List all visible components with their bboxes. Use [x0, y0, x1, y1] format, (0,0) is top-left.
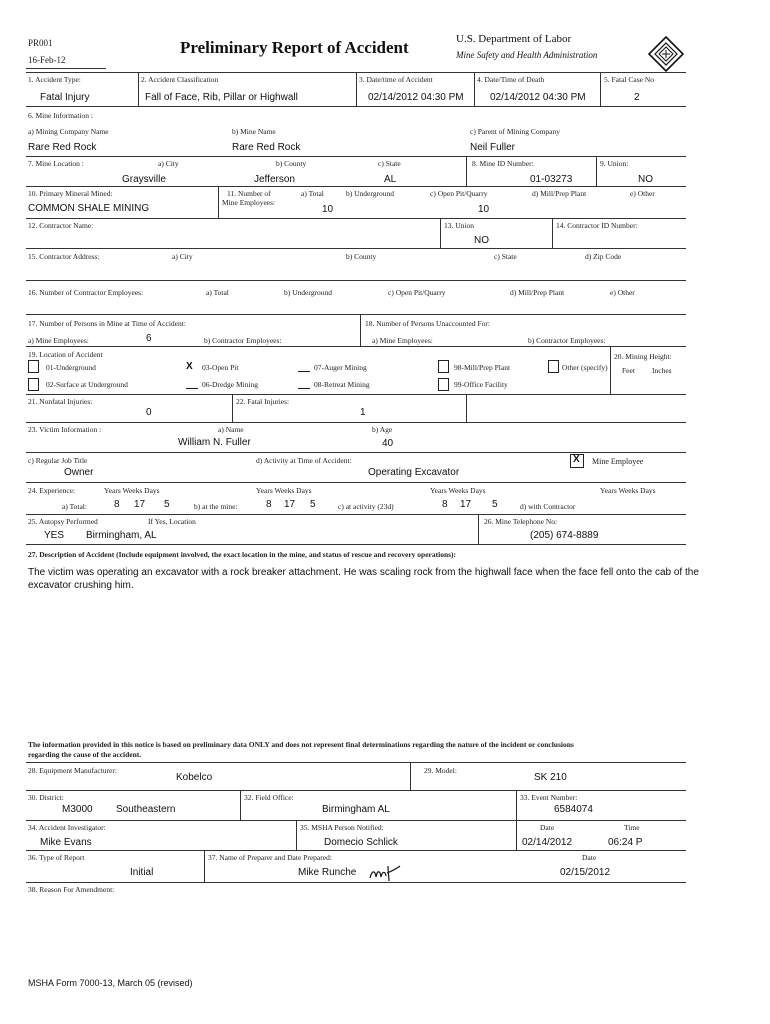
- investigator-label: 34. Accident Investigator:: [28, 823, 106, 832]
- investigator-value: Mike Evans: [40, 837, 92, 848]
- contractor-mill-label: d) Mill/Prep Plant: [510, 288, 565, 297]
- event-number-value: 6584074: [554, 804, 593, 815]
- exp-activity-years: 8: [442, 499, 448, 510]
- contractor-state-label: c) State: [494, 252, 517, 261]
- mine-phone-value: (205) 674-8889: [530, 530, 599, 541]
- preparer-label: 37. Name of Preparer and Date Prepared:: [208, 853, 332, 862]
- contractor-underground-label: b) Underground: [284, 288, 332, 297]
- form-date: 16-Feb-12: [28, 55, 66, 65]
- retreat-option: 08-Retreat Mining: [314, 380, 370, 389]
- state-value: AL: [384, 174, 397, 185]
- mine-name-label: b) Mine Name: [232, 127, 276, 136]
- nonfatal-injuries-label: 21. Nonfatal Injuries:: [28, 397, 93, 406]
- persons-unaccounted-label: 18. Number of Persons Unaccounted For:: [365, 319, 490, 328]
- num-employees-label: 11. Number of: [227, 189, 271, 198]
- office-facility-checkbox[interactable]: [438, 378, 449, 391]
- model-label: 29. Model:: [424, 766, 457, 775]
- company-label: a) Mining Company Name: [28, 127, 109, 136]
- fatal-injuries-value: 1: [360, 407, 366, 418]
- accident-type-value: Fatal Injury: [40, 92, 90, 103]
- persons-in-mine-label: 17. Number of Persons in Mine at Time of Accident:: [28, 319, 186, 328]
- other-specify-option: Other (specify): [562, 363, 608, 372]
- notified-time-value: 06:24 P: [608, 837, 643, 848]
- victim-name-value: William N. Fuller: [178, 437, 251, 448]
- exp-mine-label: b) at the mine:: [194, 502, 238, 511]
- mine-id-value: 01-03273: [530, 174, 573, 185]
- nonfatal-injuries-value: 0: [146, 407, 152, 418]
- experience-header-contractor: Years Weeks Days: [600, 486, 656, 495]
- mine-info-heading: 6. Mine Information :: [28, 111, 93, 120]
- auger-option: 07-Auger Mining: [314, 363, 367, 372]
- mine-employee-label: Mine Employee: [592, 457, 644, 466]
- notified-time-label: Time: [624, 823, 640, 832]
- primary-mineral-value: COMMON SHALE MINING: [28, 203, 150, 214]
- exp-contractor-label: d) with Contractor: [520, 502, 576, 511]
- disclaimer-line-2: regarding the cause of the accident.: [28, 750, 142, 759]
- parent-value: Neil Fuller: [470, 142, 516, 153]
- company-value: Rare Red Rock: [28, 142, 97, 153]
- state-label: c) State: [378, 159, 401, 168]
- mill-prep-checkbox[interactable]: [438, 360, 449, 373]
- exp-total-days: 5: [164, 499, 170, 510]
- exp-activity-label: c) at activity (23d): [338, 502, 394, 511]
- total-employees-value: 10: [322, 204, 334, 215]
- mine-employee-mark: X: [573, 454, 580, 465]
- victim-info-heading: 23. Victim Information :: [28, 425, 102, 434]
- agency-name: U.S. Department of Labor: [456, 33, 572, 45]
- autopsy-location-value: Birmingham, AL: [86, 530, 157, 541]
- contractor-employees-label: 16. Number of Contractor Employees:: [28, 288, 144, 297]
- description-line-2: excavator crushing him.: [28, 580, 134, 591]
- manufacturer-label: 28. Equipment Manufacturer:: [28, 766, 117, 775]
- district-code: M3000: [62, 804, 93, 815]
- inches-label: Inches: [652, 366, 672, 375]
- district-name: Southeastern: [116, 804, 176, 815]
- fatal-case-label: 5. Fatal Case No: [604, 75, 654, 84]
- field-office-label: 32. Field Office:: [244, 793, 294, 802]
- experience-header-activity: Years Weeks Days: [430, 486, 486, 495]
- experience-header-mine: Years Weeks Days: [256, 486, 312, 495]
- person-notified-value: Domecio Schlick: [324, 837, 398, 848]
- contractor-employees-in-mine-label: b) Contractor Employees:: [204, 336, 282, 345]
- field-office-value: Birmingham AL: [322, 804, 390, 815]
- mine-employees-label: a) Mine Employees:: [28, 336, 89, 345]
- contractor-name-label: 12. Contractor Name:: [28, 221, 94, 230]
- contractor-id-label: 14. Contractor ID Number:: [556, 221, 638, 230]
- description-label: 27. Description of Accident (Include equipment involved, the exact location in the mine, and status of rescue and recovery operations):: [28, 550, 457, 559]
- autopsy-location-label: If Yes, Location: [148, 517, 196, 526]
- job-title-value: Owner: [64, 467, 94, 478]
- unaccounted-mine-employees-label: a) Mine Employees:: [372, 336, 433, 345]
- contractor-union-value: NO: [474, 235, 489, 246]
- notified-date-value: 02/14/2012: [522, 837, 573, 848]
- activity-label: d) Activity at Time of Accident:: [256, 456, 352, 465]
- person-notified-label: 35. MSHA Person Notified:: [300, 823, 384, 832]
- underground-checkbox[interactable]: [28, 360, 39, 373]
- contractor-other-label: e) Other: [610, 288, 635, 297]
- autopsy-label: 25. Autopsy Performed: [28, 517, 98, 526]
- mine-name-value: Rare Red Rock: [232, 142, 301, 153]
- classification-value: Fall of Face, Rib, Pillar or Highwall: [145, 92, 298, 103]
- underground-option: 01-Underground: [46, 363, 96, 372]
- victim-age-value: 40: [382, 438, 394, 449]
- surface-underground-option: 02-Surface at Underground: [46, 380, 128, 389]
- fatal-case-value: 2: [634, 92, 640, 103]
- activity-value: Operating Excavator: [368, 467, 460, 478]
- page-title: Preliminary Report of Accident: [180, 38, 409, 57]
- dredge-option: 06-Dredge Mining: [202, 380, 259, 389]
- experience-header-total: Years Weeks Days: [104, 486, 160, 495]
- form-footer-id: MSHA Form 7000-13, March 05 (revised): [28, 978, 193, 988]
- county-label: b) County: [276, 159, 307, 168]
- exp-activity-days: 5: [492, 499, 498, 510]
- unaccounted-contractor-employees-label: b) Contractor Employees:: [528, 336, 606, 345]
- contractor-open-pit-label: c) Open Pit/Quarry: [388, 288, 446, 297]
- primary-mineral-label: 10. Primary Mineral Mined:: [28, 189, 113, 198]
- total-employees-label: a) Total: [301, 189, 324, 198]
- exp-total-label: a) Total:: [62, 502, 87, 511]
- death-datetime-label: 4. Date/Time of Death: [477, 75, 545, 84]
- victim-name-label: a) Name: [218, 425, 244, 434]
- open-pit-option: 03-Open Pit: [202, 363, 239, 372]
- form-code: PR001: [28, 38, 53, 48]
- parent-label: c) Parent of Mining Company: [470, 127, 560, 136]
- contractor-county-label: b) County: [346, 252, 377, 261]
- experience-label: 24. Experience:: [28, 486, 76, 495]
- mine-employees-value: 6: [146, 333, 152, 344]
- retreat-blank[interactable]: [298, 388, 310, 389]
- classification-label: 2. Accident Classification: [141, 75, 219, 84]
- open-pit-value: 10: [478, 204, 490, 215]
- model-value: SK 210: [534, 772, 567, 783]
- contractor-union-label: 13. Union: [444, 221, 474, 230]
- auger-blank[interactable]: [298, 371, 310, 372]
- district-label: 30. District:: [28, 793, 64, 802]
- county-value: Jefferson: [254, 174, 295, 185]
- prepared-date-label: Date: [582, 853, 597, 862]
- msha-diamond-logo-icon: [648, 36, 684, 72]
- contractor-total-label: a) Total: [206, 288, 229, 297]
- exp-mine-weeks: 17: [284, 499, 296, 510]
- mine-location-label: 7. Mine Location :: [28, 159, 84, 168]
- report-type-label: 36. Type of Report: [28, 853, 85, 862]
- exp-mine-years: 8: [266, 499, 272, 510]
- manufacturer-value: Kobelco: [176, 772, 213, 783]
- death-datetime-value: 02/14/2012 04:30 PM: [490, 92, 586, 103]
- other-label: e) Other: [630, 189, 655, 198]
- amendment-reason-label: 38. Reason For Amendment:: [28, 885, 115, 894]
- open-pit-label: c) Open Pit/Quarry: [430, 189, 488, 198]
- mill-prep-option: 98-Mill/Prep Plant: [454, 363, 511, 372]
- accident-datetime-value: 02/14/2012 04:30 PM: [368, 92, 464, 103]
- contractor-city-label: a) City: [172, 252, 193, 261]
- mill-prep-label: d) Mill/Prep Plant: [532, 189, 587, 198]
- mining-height-label: 20. Mining Height:: [614, 352, 672, 361]
- union-value: NO: [638, 174, 653, 185]
- report-type-value: Initial: [130, 867, 154, 878]
- autopsy-performed-value: YES: [44, 530, 65, 541]
- dredge-blank[interactable]: [186, 388, 198, 389]
- exp-total-weeks: 17: [134, 499, 146, 510]
- notified-date-label: Date: [540, 823, 555, 832]
- exp-activity-weeks: 17: [460, 499, 472, 510]
- contractor-address-label: 15. Contractor Address:: [28, 252, 100, 261]
- city-label: a) City: [158, 159, 179, 168]
- fatal-injuries-label: 22. Fatal Injuries:: [236, 397, 290, 406]
- num-employees-label-2: Mine Employees:: [222, 198, 276, 207]
- mine-id-label: 8. Mine ID Number:: [472, 159, 534, 168]
- surface-underground-checkbox[interactable]: [28, 378, 39, 391]
- underground-label: b) Underground: [346, 189, 394, 198]
- other-specify-checkbox[interactable]: [548, 360, 559, 373]
- open-pit-mark: X: [186, 361, 193, 372]
- preparer-value: Mike Runche: [298, 867, 357, 878]
- feet-label: Feet: [622, 366, 635, 375]
- preparer-initials-signature-icon: [368, 860, 404, 882]
- accident-datetime-label: 3. Date/time of Accident: [359, 75, 433, 84]
- victim-age-label: b) Age: [372, 425, 393, 434]
- accident-type-label: 1. Accident Type:: [28, 75, 81, 84]
- office-facility-option: 99-Office Facility: [454, 380, 508, 389]
- accident-location-heading: 19. Location of Accident: [28, 350, 103, 359]
- city-value: Graysville: [122, 174, 166, 185]
- mine-phone-label: 26. Mine Telephone No:: [484, 517, 558, 526]
- exp-total-years: 8: [114, 499, 120, 510]
- disclaimer-line-1: The information provided in this notice is based on preliminary data ONLY and does not represent final determinations regarding the nature of the incident or conclusions: [28, 740, 574, 749]
- union-label: 9. Union:: [600, 159, 629, 168]
- description-line-1: The victim was operating an excavator with a rock breaker attachment. He was scaling rock from the highwall face when the face fell onto the cab of the: [28, 567, 699, 578]
- prepared-date-value: 02/15/2012: [560, 867, 611, 878]
- subagency-name: Mine Safety and Health Administration: [456, 50, 598, 60]
- event-number-label: 33. Event Number:: [520, 793, 578, 802]
- contractor-zip-label: d) Zip Code: [585, 252, 622, 261]
- job-title-label: c) Regular Job Title: [28, 456, 88, 465]
- exp-mine-days: 5: [310, 499, 316, 510]
